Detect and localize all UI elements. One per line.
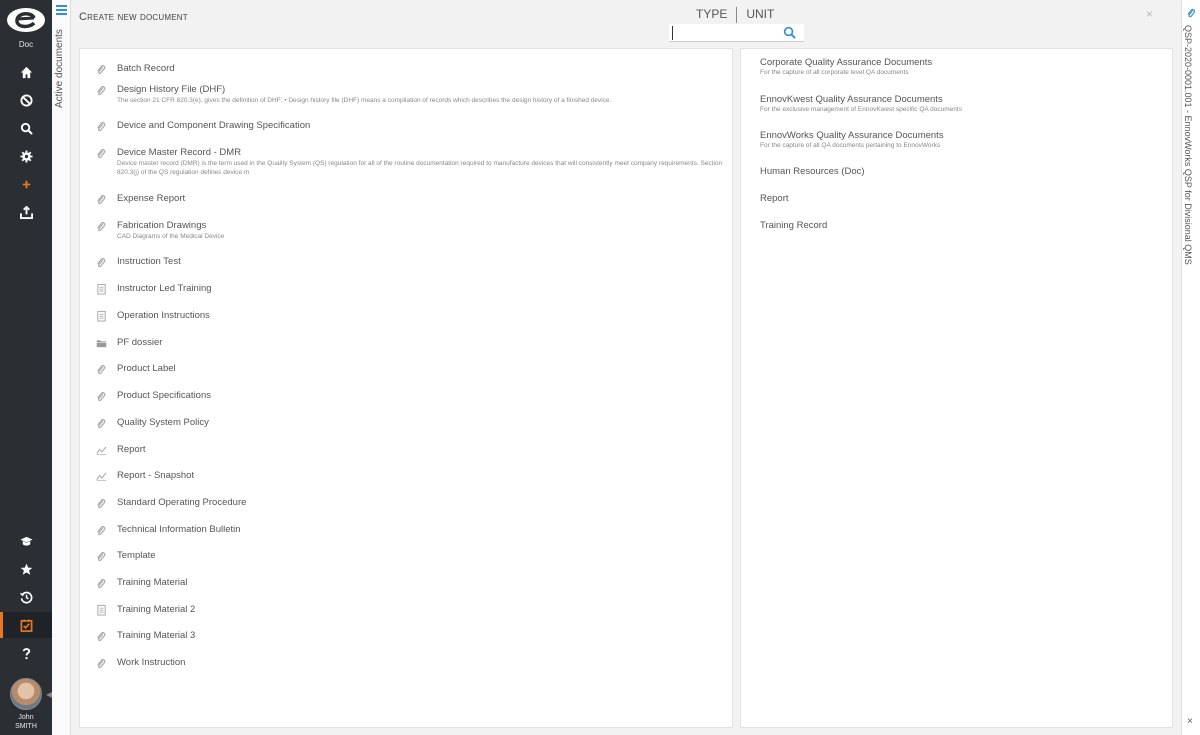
document-type-name: Training Material 3: [117, 630, 196, 641]
search-input[interactable]: [672, 26, 782, 40]
paperclip-icon: [96, 120, 107, 132]
avatar[interactable]: [10, 678, 42, 710]
unit-description: For the exclusive management of EnnovKwest specific QA documents: [760, 106, 962, 113]
unit-name: Training Record: [760, 220, 828, 231]
paperclip-icon: [96, 630, 107, 642]
document-type-name: Product Label: [117, 363, 176, 374]
user-name: [0, 713, 52, 731]
nav-section-label: Doc: [18, 40, 34, 49]
tab-divider: [736, 7, 737, 23]
paperclip-icon: [96, 390, 107, 402]
document-type-name: Quality System Policy: [117, 417, 209, 428]
nav-blocked[interactable]: [0, 87, 52, 113]
document-type-name: Design History File (DHF): [117, 84, 226, 95]
document-type-name: Report - Snapshot: [117, 470, 195, 481]
nav-home[interactable]: [0, 59, 52, 85]
document-icon: [96, 283, 107, 295]
paperclip-icon: [96, 256, 107, 268]
document-type-row[interactable]: [80, 310, 732, 332]
plus-icon: [20, 178, 33, 191]
document-type-name: Work Instruction: [117, 657, 186, 668]
document-type-list: [79, 48, 733, 728]
document-type-name: Fabrication Drawings: [117, 220, 207, 231]
nav-training[interactable]: [0, 528, 52, 554]
hamburger-icon[interactable]: [56, 5, 67, 15]
view-tabs: [690, 7, 780, 23]
unit-row[interactable]: [741, 220, 1172, 242]
chevron-left-icon[interactable]: ◀: [46, 690, 53, 699]
unit-name: Human Resources (Doc): [760, 166, 865, 177]
document-type-name: Report: [117, 444, 146, 455]
unit-name: EnnovKwest Quality Assurance Documents: [760, 94, 943, 105]
document-type-name: PF dossier: [117, 337, 163, 348]
paperclip-icon: [96, 84, 107, 96]
document-type-row[interactable]: [80, 283, 732, 305]
paperclip-icon: [96, 220, 107, 232]
nav-history[interactable]: [0, 584, 52, 610]
paperclip-icon: [96, 63, 107, 75]
nav-search[interactable]: [0, 115, 52, 141]
unit-name: EnnovWorks Quality Assurance Documents: [760, 130, 944, 141]
document-type-row[interactable]: [80, 577, 732, 599]
close-button[interactable]: ×: [1146, 7, 1154, 21]
document-type-row[interactable]: [80, 470, 732, 492]
unit-row[interactable]: [741, 193, 1172, 215]
main-nav: [0, 0, 52, 735]
tab-unit[interactable]: UNIT: [746, 7, 775, 21]
chart-line-icon: [96, 470, 107, 482]
tab-type[interactable]: TYPE: [696, 7, 728, 21]
app-logo[interactable]: [6, 6, 46, 34]
document-type-name: Standard Operating Procedure: [117, 497, 247, 508]
tasks-icon: [20, 619, 33, 632]
document-type-row[interactable]: [80, 220, 732, 242]
unit-list: [740, 48, 1173, 728]
close-icon[interactable]: ×: [1187, 716, 1193, 727]
current-document-title: QSP-2020-0001.001 - EnnovWorks QSP for Divisional QMS: [1183, 25, 1193, 265]
user-first-name: John: [18, 714, 34, 721]
document-type-name: Device Master Record - DMR: [117, 147, 242, 158]
document-type-row[interactable]: [80, 337, 732, 359]
paperclip-icon: [96, 147, 107, 159]
document-type-row[interactable]: [80, 657, 732, 679]
unit-row[interactable]: [741, 57, 1172, 79]
paperclip-icon: [96, 363, 107, 375]
blocked-icon: [20, 94, 33, 107]
document-type-row[interactable]: [80, 630, 732, 652]
gear-icon: [20, 150, 33, 163]
export-icon: [20, 206, 33, 219]
home-icon: [20, 66, 33, 79]
document-type-name: Device and Component Drawing Specification: [117, 120, 311, 131]
nav-favorites[interactable]: [0, 556, 52, 582]
document-type-row[interactable]: [80, 444, 732, 466]
unit-description: For the capture of all QA documents pertaining to EnnovWorks: [760, 142, 941, 149]
active-documents-label: Active documents: [54, 29, 65, 108]
nav-tasks[interactable]: [0, 612, 52, 638]
document-type-row[interactable]: [80, 550, 732, 572]
history-icon: [20, 591, 33, 604]
nav-create[interactable]: [0, 171, 52, 197]
page-title: Create new document: [79, 11, 188, 23]
document-type-row[interactable]: [80, 193, 732, 215]
user-last-name: SMITH: [15, 723, 37, 730]
active-documents-tab[interactable]: [52, 0, 71, 735]
nav-settings[interactable]: [0, 143, 52, 169]
unit-description: For the capture of all corporate level QA documents: [760, 69, 909, 76]
document-type-row[interactable]: [80, 497, 732, 519]
document-type-row[interactable]: [80, 417, 732, 439]
document-type-row[interactable]: [80, 147, 732, 176]
document-type-description: Device master record (DMR) is the term used in the Quality System (QS) regulation for all of the routine documentation required to manufacture devices that will consistently meet company requirements. Section 820.3(j) of the QS regulation defines device m: [117, 160, 723, 176]
unit-row[interactable]: [741, 130, 1172, 152]
paperclip-icon: [96, 417, 107, 429]
document-type-row[interactable]: [80, 84, 732, 106]
unit-row[interactable]: [741, 166, 1172, 188]
document-side-tab[interactable]: [1181, 0, 1200, 735]
paperclip-icon: [96, 193, 107, 205]
document-type-name: Training Material 2: [117, 604, 196, 615]
document-type-row[interactable]: [80, 524, 732, 546]
document-type-name: Expense Report: [117, 193, 186, 204]
document-type-name: Training Material: [117, 577, 188, 588]
paperclip-icon: [96, 577, 107, 589]
paperclip-icon: [96, 497, 107, 509]
document-type-row[interactable]: [80, 120, 732, 142]
search-icon: [20, 122, 33, 135]
star-icon: [20, 563, 33, 576]
document-type-name: Batch Record: [117, 63, 175, 74]
document-type-name: Template: [117, 550, 156, 561]
folder-icon: [96, 337, 107, 349]
paperclip-icon: [96, 524, 107, 536]
unit-row[interactable]: [741, 94, 1172, 116]
paperclip-icon: [96, 550, 107, 562]
unit-name: Corporate Quality Assurance Documents: [760, 57, 933, 68]
document-type-name: Operation Instructions: [117, 310, 210, 321]
paperclip-icon: [1186, 7, 1196, 19]
document-type-name: Technical Information Bulletin: [117, 524, 241, 535]
paperclip-icon: [96, 657, 107, 669]
document-type-description: The section 21 CFR 820.3(e), gives the definition of DHF: • Design history file (DHF) means a compilation of records which describes the design history of a finished device.: [117, 97, 612, 104]
document-type-row[interactable]: [80, 256, 732, 278]
document-type-row[interactable]: [80, 604, 732, 626]
document-type-name: Product Specifications: [117, 390, 211, 401]
help-icon: [20, 647, 33, 660]
document-type-name: Instructor Led Training: [117, 283, 212, 294]
document-icon: [96, 310, 107, 322]
chart-line-icon: [96, 444, 107, 456]
nav-export[interactable]: [0, 199, 52, 225]
document-type-name: Instruction Test: [117, 256, 181, 267]
search-box: [669, 24, 804, 42]
unit-name: Report: [760, 193, 789, 204]
document-type-row[interactable]: [80, 363, 732, 385]
document-icon: [96, 604, 107, 616]
document-type-row[interactable]: [80, 390, 732, 412]
search-icon[interactable]: [783, 26, 796, 39]
nav-help[interactable]: [0, 640, 52, 666]
document-type-row[interactable]: [80, 63, 732, 85]
document-type-description: CAD Diagrams of the Medical Device: [117, 233, 225, 240]
graduation-cap-icon: [20, 535, 33, 548]
